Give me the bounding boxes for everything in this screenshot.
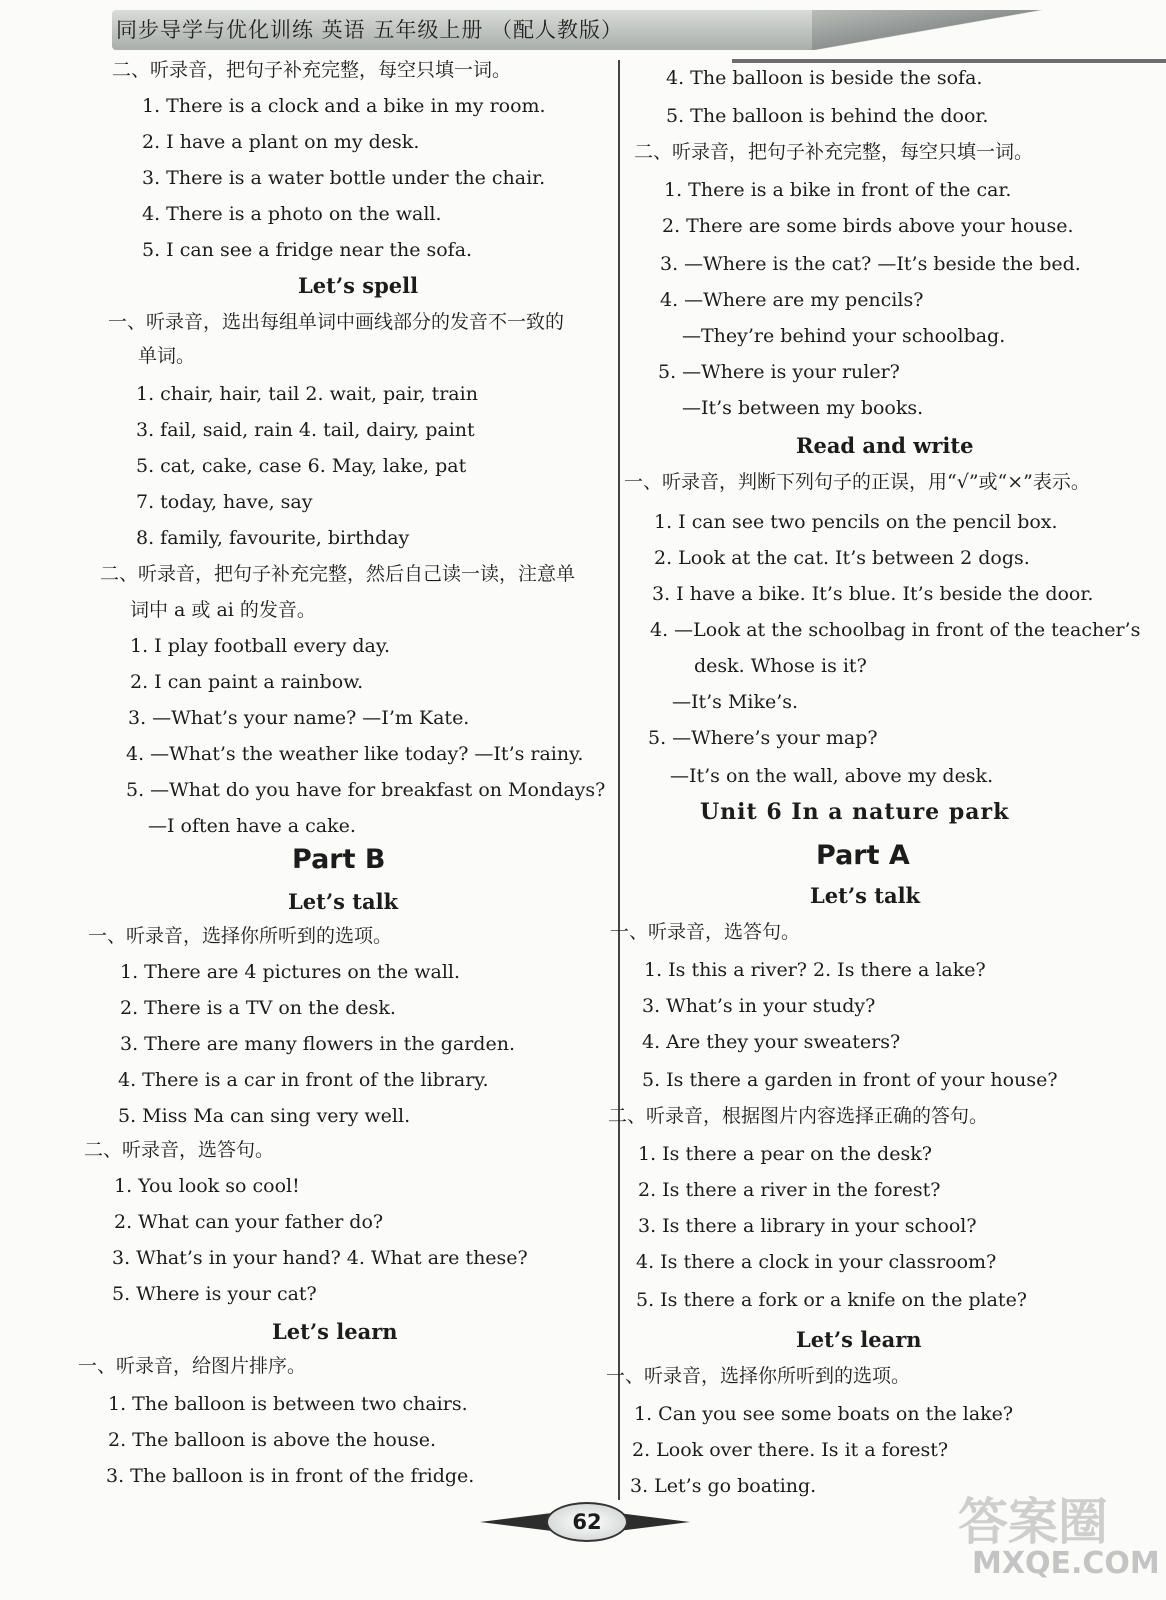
text-line: 3. What’s in your study?	[642, 995, 876, 1017]
text-line: 5. I can see a fridge near the sofa.	[142, 239, 473, 261]
text-line: 1. I can see two pencils on the pencil box.	[654, 511, 1058, 533]
text-line: 3. I have a bike. It’s blue. It’s beside the door.	[652, 583, 1094, 605]
text-line: 5. Is there a garden in front of your house?	[642, 1069, 1058, 1091]
text-line: 1. Is this a river? 2. Is there a lake?	[644, 959, 986, 981]
text-line: 7. today, have, say	[136, 491, 313, 513]
section-instruction: 一、听录音，判断下列句子的正误，用“√”或“×”表示。	[624, 471, 1090, 493]
text-line: 2. Look at the cat. It’s between 2 dogs.	[654, 547, 1030, 569]
unit-heading: Unit 6 In a nature park	[700, 799, 1010, 825]
part-heading: Part B	[292, 844, 386, 875]
text-line: 4. Is there a clock in your classroom?	[636, 1251, 997, 1273]
text-line: 5. Miss Ma can sing very well.	[118, 1105, 411, 1127]
text-line: 3. The balloon is in front of the fridge.	[106, 1465, 475, 1487]
text-line: 4. There is a photo on the wall.	[142, 203, 442, 225]
text-line: 5. The balloon is behind the door.	[666, 105, 989, 127]
text-line: 2. What can your father do?	[114, 1211, 384, 1233]
section-heading: Read and write	[796, 433, 974, 458]
section-instruction: 二、听录音，把句子补充完整，然后自己读一读，注意单	[100, 563, 576, 585]
part-heading: Part A	[816, 840, 910, 871]
text-line: 5. —Where is your ruler?	[658, 361, 900, 383]
text-line: 2. I have a plant on my desk.	[142, 131, 420, 153]
text-line: 5. cat, cake, case 6. May, lake, pat	[136, 455, 467, 477]
watermark-url: MXQE.COM	[972, 1546, 1160, 1581]
section-heading: Let’s spell	[298, 273, 419, 298]
text-line: 5. —Where’s your map?	[648, 727, 878, 749]
text-line: —They’re behind your schoolbag.	[682, 325, 1006, 347]
section-instruction: 一、听录音，选答句。	[610, 921, 801, 943]
text-line: 3. There are many flowers in the garden.	[120, 1033, 515, 1055]
text-line: 3. Is there a library in your school?	[638, 1215, 977, 1237]
section-instruction: 单词。	[138, 345, 196, 367]
section-instruction: 二、听录音，把句子补充完整，每空只填一词。	[634, 141, 1034, 163]
section-instruction: 一、听录音，选择你所听到的选项。	[88, 925, 393, 947]
text-line: 3. There is a water bottle under the chair.	[142, 167, 546, 189]
text-line: 4. Are they your sweaters?	[642, 1031, 901, 1053]
text-line: 2. I can paint a rainbow.	[130, 671, 364, 693]
header-wing	[812, 10, 1152, 50]
watermark	[958, 1482, 1160, 1592]
text-line: 1. Can you see some boats on the lake?	[634, 1403, 1014, 1425]
text-line: 2. There is a TV on the desk.	[120, 997, 396, 1019]
text-line: —It’s between my books.	[682, 397, 924, 419]
text-line: 2. Look over there. Is it a forest?	[632, 1439, 949, 1461]
section-heading: Let’s talk	[810, 883, 921, 908]
section-instruction: 词中 a 或 ai 的发音。	[130, 599, 316, 621]
section-heading: Let’s learn	[796, 1327, 922, 1352]
text-line: 1. chair, hair, tail 2. wait, pair, train	[136, 383, 478, 405]
text-line: 1. I play football every day.	[130, 635, 391, 657]
text-line: 1. There is a clock and a bike in my room.	[142, 95, 546, 117]
watermark-mark: 答案圈	[958, 1493, 1108, 1551]
book-title: 同步导学与优化训练 英语 五年级上册 （配人教版）	[116, 18, 624, 42]
page-footer	[480, 1498, 690, 1542]
text-line: 2. There are some birds above your house.	[662, 215, 1074, 237]
section-instruction: 二、听录音，选答句。	[84, 1139, 275, 1161]
section-heading: Let’s learn	[272, 1319, 398, 1344]
text-line: 1. There is a bike in front of the car.	[664, 179, 1012, 201]
text-line: 8. family, favourite, birthday	[136, 527, 410, 549]
text-line: desk. Whose is it?	[694, 655, 867, 677]
text-line: 5. Where is your cat?	[112, 1283, 317, 1305]
text-line: 1. Is there a pear on the desk?	[638, 1143, 932, 1165]
text-line: 2. Is there a river in the forest?	[638, 1179, 941, 1201]
section-instruction: 一、听录音，选择你所听到的选项。	[606, 1365, 911, 1387]
text-line: 2. The balloon is above the house.	[108, 1429, 437, 1451]
text-line: 4. —What’s the weather like today? —It’s rainy.	[126, 743, 584, 765]
section-instruction: 二、听录音，把句子补充完整，每空只填一词。	[112, 59, 512, 81]
section-instruction: 二、听录音，根据图片内容选择正确的答句。	[608, 1105, 989, 1127]
text-line: 1. You look so cool!	[114, 1175, 300, 1197]
page-header	[112, 2, 1152, 54]
text-line: 3. Let’s go boating.	[630, 1475, 817, 1497]
text-line: 4. —Look at the schoolbag in front of the teacher’s	[650, 619, 1141, 641]
text-line: 5. Is there a fork or a knife on the plate?	[636, 1289, 1027, 1311]
page-number: 62	[546, 1502, 628, 1542]
text-line: 5. —What do you have for breakfast on Mondays?	[126, 779, 606, 801]
text-line: 3. —What’s your name? —I’m Kate.	[128, 707, 470, 729]
text-line: 4. —Where are my pencils?	[660, 289, 924, 311]
section-instruction: 一、听录音，选出每组单词中画线部分的发音不一致的	[108, 311, 565, 333]
text-line: 3. fail, said, rain 4. tail, dairy, paint	[136, 419, 475, 441]
header-rule	[732, 59, 1166, 63]
text-line: 4. There is a car in front of the library.	[118, 1069, 489, 1091]
text-line: 3. What’s in your hand? 4. What are these?	[112, 1247, 528, 1269]
text-line: —It’s on the wall, above my desk.	[670, 765, 994, 787]
text-line: 3. —Where is the cat? —It’s beside the bed.	[660, 253, 1081, 275]
section-heading: Let’s talk	[288, 889, 399, 914]
column-divider	[618, 60, 620, 1500]
text-line: 1. The balloon is between two chairs.	[108, 1393, 468, 1415]
section-instruction: 一、听录音，给图片排序。	[78, 1355, 307, 1377]
text-line: —It’s Mike’s.	[672, 691, 799, 713]
text-line: 1. There are 4 pictures on the wall.	[120, 961, 461, 983]
text-line: —I often have a cake.	[148, 815, 356, 837]
text-line: 4. The balloon is beside the sofa.	[666, 67, 983, 89]
